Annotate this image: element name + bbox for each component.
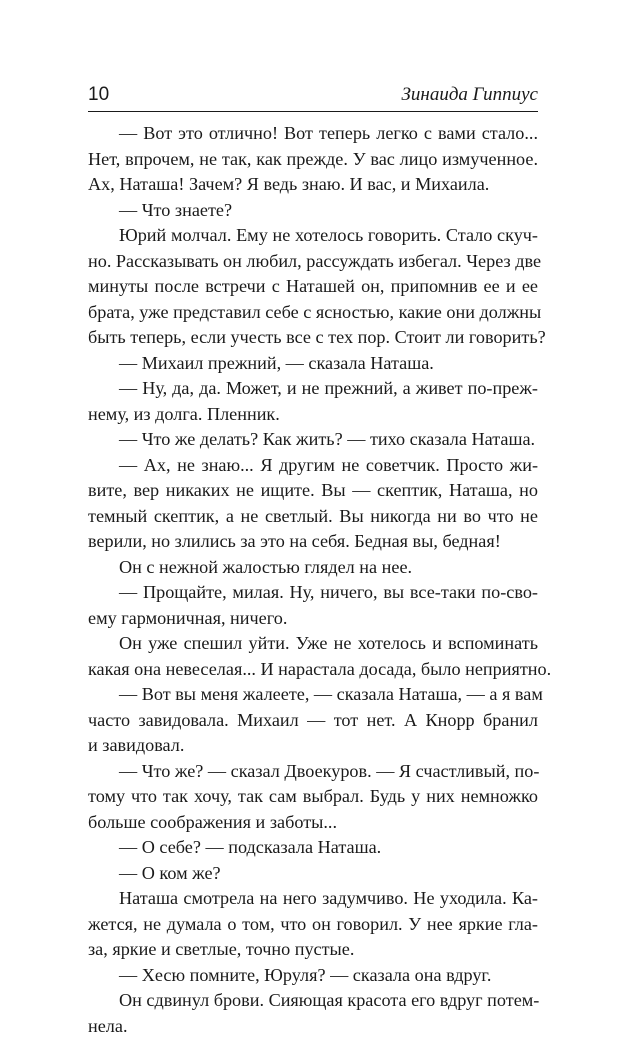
text-line: минуты после встречи с Наташей он, припомнив ее и ее [88, 274, 538, 300]
text-line: — Прощайте, милая. Ну, ничего, вы все-таки по-сво- [88, 580, 538, 606]
text-line: — Что же? — сказал Двоекуров. — Я счастливый, по- [88, 759, 538, 785]
text-line: — Что знаете? [88, 198, 538, 224]
header-rule [88, 111, 538, 112]
text-line: верили, но злились за это на себя. Бедная вы, бедная! [88, 529, 538, 555]
text-line: Наташа смотрела на него задумчиво. Не уходила. Ка- [88, 886, 538, 912]
text-line: и завидовал. [88, 733, 538, 759]
text-line: — Хесю помните, Юруля? — сказала она вдруг. [88, 963, 538, 989]
text-line: Нет, впрочем, не так, как прежде. У вас лицо измученное. [88, 147, 538, 173]
text-line: Ах, Наташа! Зачем? Я ведь знаю. И вас, и Михаила. [88, 172, 538, 198]
text-line: но. Рассказывать он любил, рассуждать избегал. Через две [88, 249, 538, 275]
text-line: тому что так хочу, так сам выбрал. Будь у них немножко [88, 784, 538, 810]
body-text [88, 121, 538, 1039]
text-line: жется, не думала о том, что он говорил. У нее яркие гла- [88, 912, 538, 938]
text-line: нему, из долга. Пленник. [88, 402, 538, 428]
text-line: — О ком же? [88, 861, 538, 887]
text-line: — Михаил прежний, — сказала Наташа. [88, 351, 538, 377]
text-line: ему гармоничная, ничего. [88, 606, 538, 632]
text-line: Он уже спешил уйти. Уже не хотелось и вспоминать [88, 631, 538, 657]
text-line: — Что же делать? Как жить? — тихо сказала Наташа. [88, 427, 538, 453]
text-line: брата, уже представил себе с ясностью, какие они должны [88, 300, 538, 326]
text-line: нела. [88, 1014, 538, 1039]
text-line: быть теперь, если учесть все с тех пор. Стоит ли говорить? [88, 325, 538, 351]
text-line: больше соображения и заботы... [88, 810, 538, 836]
text-line: вите, вер никаких не ищите. Вы — скептик, Наташа, но [88, 478, 538, 504]
text-line: Он с нежной жалостью глядел на нее. [88, 555, 538, 581]
page-number: 10 [88, 84, 109, 106]
text-line: Юрий молчал. Ему не хотелось говорить. Стало скуч- [88, 223, 538, 249]
text-line: темный скептик, а не светлый. Вы никогда ни во что не [88, 504, 538, 530]
text-line: какая она невеселая... И нарастала досада, было неприятно. [88, 657, 538, 683]
text-line: часто завидовала. Михаил — тот нет. А Кнорр бранил [88, 708, 538, 734]
text-line: — О себе? — подсказала Наташа. [88, 835, 538, 861]
text-line: за, яркие и светлые, точно пустые. [88, 937, 538, 963]
running-title: Зинаида Гиппиус [401, 84, 538, 106]
text-line: Он сдвинул брови. Сияющая красота его вдруг потем- [88, 988, 538, 1014]
text-line: — Вот вы меня жалеете, — сказала Наташа, — а я вам [88, 682, 538, 708]
text-line: — Ах, не знаю... Я другим не советчик. Просто жи- [88, 453, 538, 479]
page-header [88, 84, 538, 108]
text-line: — Ну, да, да. Может, и не прежний, а живет по-преж- [88, 376, 538, 402]
text-line: — Вот это отлично! Вот теперь легко с вами стало... [88, 121, 538, 147]
